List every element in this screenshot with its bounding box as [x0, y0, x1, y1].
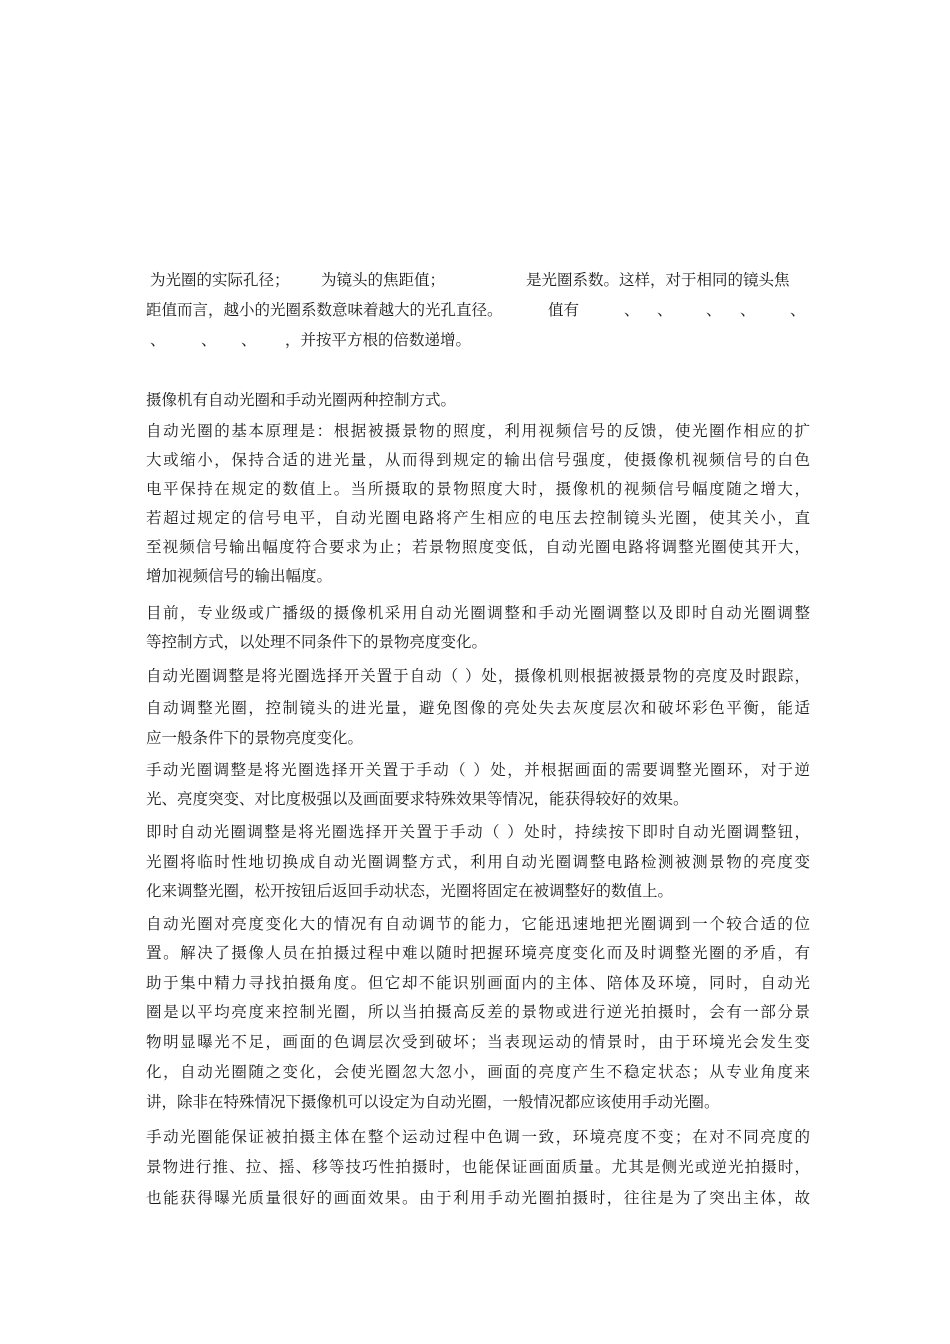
paragraph-line: 至视频信号输出幅度符合要求为止；若景物照度变低，自动光圈电路将调整光圈使其开大，: [146, 538, 810, 556]
formula-text: 、: [150, 331, 166, 349]
paragraph-line: 光圈将临时性地切换成自动光圈调整方式，利用自动光圈调整电路检测被测景物的亮度变: [146, 853, 810, 871]
paragraph-line: 自动光圈对亮度变化大的情况有自动调节的能力，它能迅速地把光圈调到一个较合适的位: [146, 915, 810, 933]
paragraph-line: 若超过规定的信号电平，自动光圈电路将产生相应的电压去控制镜头光圈，使其关小，直: [146, 509, 810, 527]
formula-text: ，并按平方根的倍数递增。: [285, 331, 472, 349]
formula-text: 、: [657, 301, 673, 319]
paragraph-line: 即时自动光圈调整是将光圈选择开关置于手动（ ）处时，持续按下即时自动光圈调整钮，: [146, 823, 810, 841]
paragraph-line: 化，自动光圈随之变化，会使光圈忽大忽小，画面的亮度产生不稳定状态；从专业角度来: [146, 1063, 810, 1081]
paragraph-line: 手动光圈能保证被拍摄主体在整个运动过程中色调一致，环境亮度不变；在对不同亮度的: [146, 1128, 810, 1146]
formula-text: 值有: [548, 301, 580, 319]
paragraph-line: 电平保持在规定的数值上。当所摄取的景物照度大时，摄像机的视频信号幅度随之增大，: [146, 480, 810, 498]
paragraph-line: 物明显曝光不足，画面的色调层次受到破坏；当表现运动的情景时，由于环境光会发生变: [146, 1033, 810, 1051]
paragraph-line: 助于集中精力寻找拍摄角度。但它却不能识别画面内的主体、陪体及环境，同时，自动光: [146, 974, 810, 992]
paragraph-line: 摄像机有自动光圈和手动光圈两种控制方式。: [146, 391, 457, 409]
paragraph-line: 自动光圈的基本原理是：根据被摄景物的照度，利用视频信号的反馈，使光圈作相应的扩: [146, 422, 810, 440]
paragraph-line: 等控制方式，以处理不同条件下的景物亮度变化。: [146, 633, 488, 651]
paragraph-line: 自动光圈调整是将光圈选择开关置于自动（ ）处，摄像机则根据被摄景物的亮度及时跟踪，: [146, 667, 810, 685]
formula-text: 、: [624, 301, 640, 319]
paragraph-line: 目前，专业级或广播级的摄像机采用自动光圈调整和手动光圈调整以及即时自动光圈调整: [146, 604, 810, 622]
formula-text: 、: [740, 301, 756, 319]
formula-text: 为光圈的实际孔径；: [150, 271, 290, 289]
paragraph-line: 也能获得曝光质量很好的画面效果。由于利用手动光圈拍摄时，往往是为了突出主体，故: [146, 1189, 810, 1207]
formula-text: 为镜头的焦距值；: [321, 271, 446, 289]
paragraph-line: 讲，除非在特殊情况下摄像机可以设定为自动光圈，一般情况都应该使用手动光圈。: [146, 1093, 720, 1111]
paragraph-line: 自动调整光圈，控制镜头的进光量，避免图像的亮处失去灰度层次和破坏彩色平衡，能适: [146, 699, 810, 717]
paragraph-line: 手动光圈调整是将光圈选择开关置于手动（ ）处，并根据画面的需要调整光圈环，对于逆: [146, 761, 810, 779]
formula-text: 、: [790, 301, 806, 319]
formula-text: 是光圈系数。这样，对于相同的镜头焦: [526, 271, 790, 289]
formula-text: 距值而言，越小的光圈系数意味着越大的光孔直径。: [146, 301, 503, 319]
paragraph-line: 应一般条件下的景物亮度变化。: [146, 729, 364, 747]
paragraph-line: 增加视频信号的输出幅度。: [146, 567, 333, 585]
formula-text: 、: [241, 331, 257, 349]
paragraph-line: 光、亮度突变、对比度极强以及画面要求特殊效果等情况，能获得较好的效果。: [146, 790, 689, 808]
paragraph-line: 置。解决了摄像人员在拍摄过程中难以随时把握环境亮度变化而及时调整光圈的矛盾，有: [146, 944, 810, 962]
formula-text: 、: [706, 301, 722, 319]
paragraph-line: 大或缩小，保持合适的进光量，从而得到规定的输出信号强度，使摄像机视频信号的白色: [146, 451, 810, 469]
formula-text: 、: [201, 331, 217, 349]
paragraph-line: 景物进行推、拉、摇、移等技巧性拍摄时，也能保证画面质量。尤其是侧光或逆光拍摄时，: [146, 1158, 810, 1176]
paragraph-line: 化来调整光圈，松开按钮后返回手动状态，光圈将固定在被调整好的数值上。: [146, 882, 674, 900]
paragraph-line: 圈是以平均亮度来控制光圈，所以当拍摄高反差的景物或进行逆光拍摄时，会有一部分景: [146, 1003, 810, 1021]
